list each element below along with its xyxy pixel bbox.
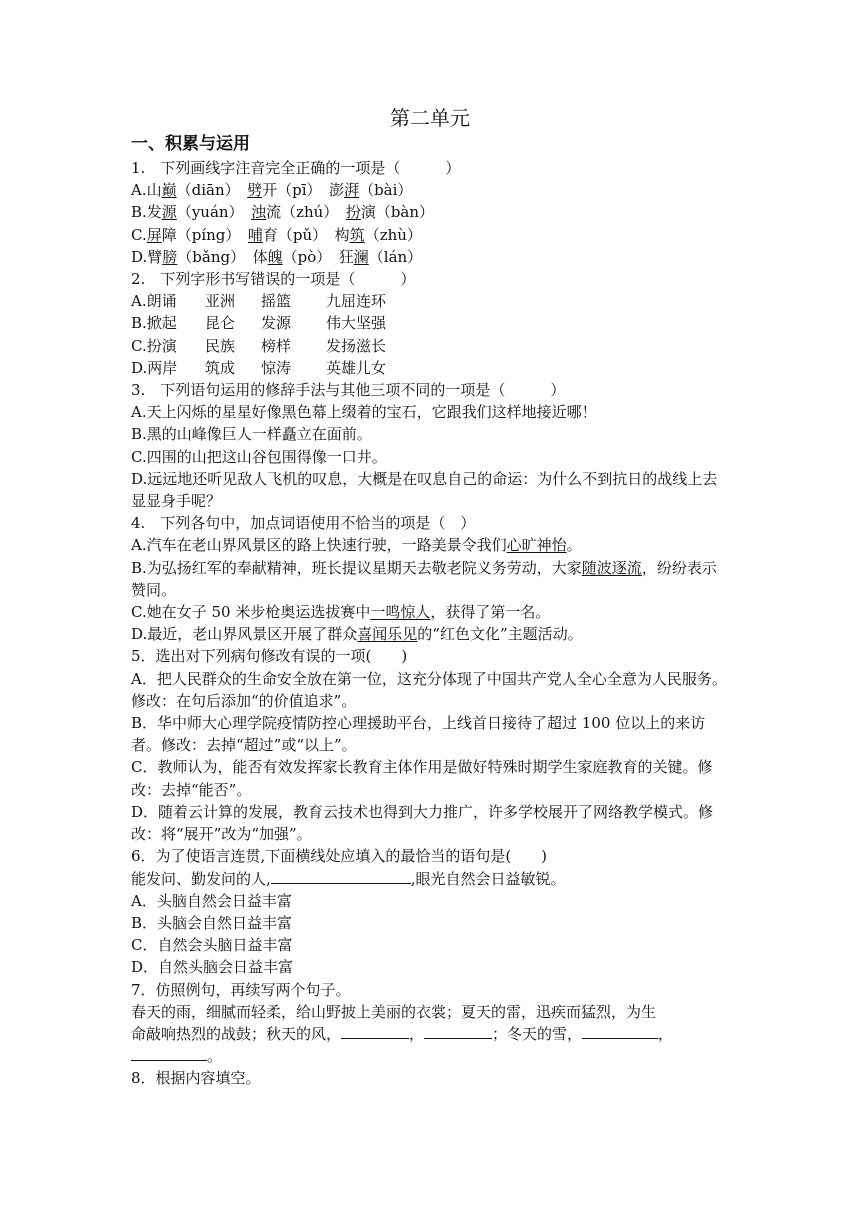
q7-stem: 7．仿照例句，再续写两个句子。: [131, 980, 351, 999]
question-body: [131, 157, 731, 1090]
q4-option-d: D.最近，老山界风景区开展了群众喜闻乐见的“红色文化”主题活动。: [131, 625, 583, 644]
q5-option-a: A．把人民群众的生命安全放在第一位，这充分体现了中国共产党人全心全意为人民服务。修改：在句后添加“的价值追求”。: [131, 669, 727, 710]
q5-option-b: B．华中师大心理学院疫情防控心理援助平台，上线首日接待了超过 100 位以上的来访者。修改：去掉“超过”或“以上”。: [131, 714, 706, 755]
q1-option-b: B.发源（yuán） 浊流（zhú） 扮演（bàn）: [131, 203, 435, 222]
q4-option-a: A.汽车在老山界风景区的路上快速行驶，一路美景令我们心旷神怡。: [131, 536, 582, 555]
q6-answer-blank[interactable]: [271, 868, 411, 884]
q6-option-b: B．头脑会自然日益丰富: [131, 913, 293, 932]
q2-option-c: C.扮演 民族 榜样 发扬滋长: [131, 336, 387, 355]
q1-option-d: D.臂膀（bǎng） 体魄（pò） 狂澜（lán）: [131, 247, 423, 266]
q6-stem: 6．为了使语言连贯,下面横线处应填入的最恰当的语句是( ): [131, 847, 548, 866]
q5-stem: 5．选出对下列病句修改有误的一项( ): [131, 647, 408, 666]
q3-option-d: D.远远地还听见敌人飞机的叹息，大概是在叹息自己的命运：为什么不到抗日的战线上去显显身手呢？: [131, 469, 718, 511]
q7-example-line3: 。: [131, 1045, 731, 1067]
q5-option-c: C．教师认为，能否有效发挥家长教育主体作用是做好特殊时期学生家庭教育的关键。修改：去掉“能否”。: [131, 758, 713, 799]
q6-option-d: D．自然头脑会日益丰富: [131, 958, 294, 977]
q4-stem: 4. 下列各句中，加点词语使用不恰当的项是（ ）: [131, 514, 476, 533]
q4-option-c: C.她在女子 50 米步枪奥运选拔赛中一鸣惊人，获得了第一名。: [131, 603, 551, 622]
q3-option-a: A.天上闪烁的星星好像黑色幕上缀着的宝石，它跟我们这样地接近哪！: [131, 403, 597, 422]
q3-stem: 3. 下列语句运用的修辞手法与其他三项不同的一项是（ ）: [131, 381, 566, 400]
q7-blank-1[interactable]: [341, 1023, 409, 1039]
q2-option-a: A.朗诵 亚洲 摇篮 九屈连环: [131, 292, 387, 311]
q8-stem: 8．根据内容填空。: [131, 1069, 261, 1088]
q3-option-b: B.黑的山峰像巨人一样矗立在面前。: [131, 425, 372, 444]
page-title: 第二单元: [390, 106, 470, 130]
q7-blank-4[interactable]: [131, 1045, 207, 1061]
q6-option-c: C．自然会头脑日益丰富: [131, 936, 293, 955]
section-heading: 一、积累与运用: [131, 134, 250, 154]
q7-blank-3[interactable]: [582, 1023, 658, 1039]
q1-option-a: A.山巅（diān） 劈开（pī） 澎湃（bài）: [131, 181, 413, 200]
q2-option-b: B.掀起 昆仑 发源 伟大坚强: [131, 314, 387, 333]
q2-option-d: D.两岸 筑成 惊涛 英雄儿女: [131, 358, 387, 377]
q7-example-line2: 命敲响热烈的战鼓；秋天的风， ， ；冬天的雪， ，: [131, 1024, 674, 1043]
q6-option-a: A．头脑自然会日益丰富: [131, 891, 292, 910]
q1-stem: 1. 下列画线字注音完全正确的一项是（ ）: [131, 159, 461, 177]
q3-option-c: C.四围的山把这山谷包围得像一口井。: [131, 447, 387, 466]
q5-option-d: D．随着云计算的发展，教育云技术也得到大力推广，许多学校展开了网络教学模式。修改：将“展开”改为“加强”。: [131, 802, 714, 844]
q7-blank-2[interactable]: [424, 1023, 492, 1039]
q4-option-b: B.为弘扬红军的奉献精神，班长提议星期天去敬老院义务劳动，大家随波逐流，纷纷表示赞同。: [131, 558, 717, 599]
q1-option-c: C.屏障（píng） 哺育（pǔ） 构筑（zhù）: [131, 225, 422, 244]
q2-stem: 2. 下列字形书写错误的一项是（ ）: [131, 270, 416, 289]
q6-sentence: 能发问、勤发问的人, ,眼光自然会日益敏锐。: [131, 869, 566, 888]
q7-example-line1: 春天的雨，细腻而轻柔，给山野披上美丽的衣裳；夏天的雷，迅疾而猛烈，为生: [131, 1002, 657, 1021]
